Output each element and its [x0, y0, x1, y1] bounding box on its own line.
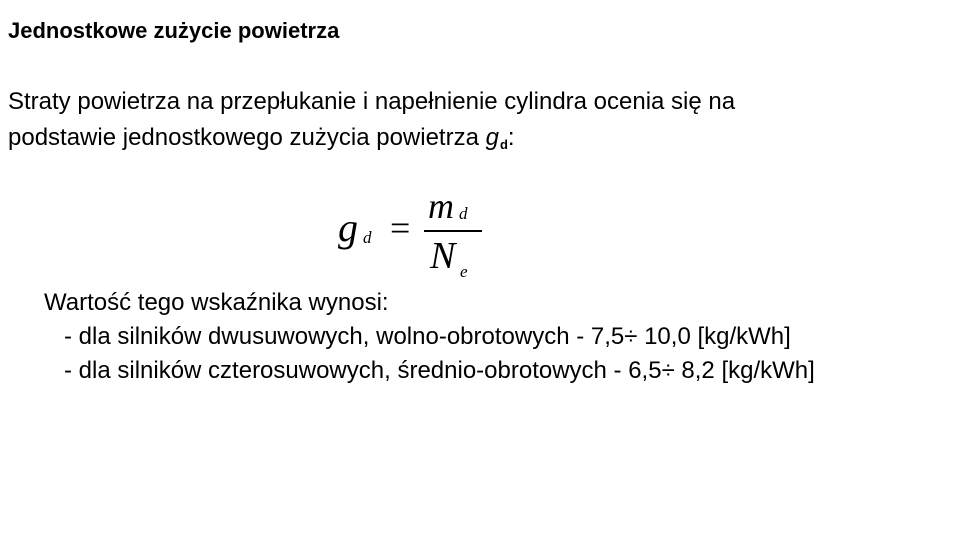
formula-equals-sign: =	[390, 208, 411, 248]
formula-denominator-subscript: e	[460, 262, 468, 281]
formula-numerator: m	[428, 186, 454, 226]
formula-numerator-subscript: d	[459, 204, 468, 223]
formula-lhs: g	[338, 205, 358, 250]
intro-paragraph	[8, 84, 735, 159]
intro-symbol-subscript: d	[499, 137, 508, 152]
value-item-four-stroke: - dla silników czterosuwowych, średnio-obrotowych - 6,5÷ 8,2 [kg/kWh]	[64, 357, 815, 384]
page-title: Jednostkowe zużycie powietrza	[8, 18, 340, 43]
formula	[338, 188, 488, 284]
values-heading: Wartość tego wskaźnika wynosi:	[44, 289, 389, 316]
intro-line-1: Straty powietrza na przepłukanie i napełnienie cylindra ocenia się na	[8, 88, 736, 115]
values-section	[44, 286, 815, 388]
intro-line-2	[8, 120, 735, 159]
formula-denominator: N	[430, 235, 456, 277]
formula-fraction-bar	[424, 230, 482, 232]
value-item-two-stroke: - dla silników dwusuwowych, wolno-obrotowych - 7,5÷ 10,0 [kg/kWh]	[64, 323, 791, 350]
intro-line-2-end: :	[507, 124, 515, 151]
intro-line-2-text: podstawie jednostkowego zużycia powietrza	[8, 124, 486, 151]
intro-symbol: g	[485, 124, 499, 151]
formula-lhs-subscript: d	[363, 228, 372, 247]
